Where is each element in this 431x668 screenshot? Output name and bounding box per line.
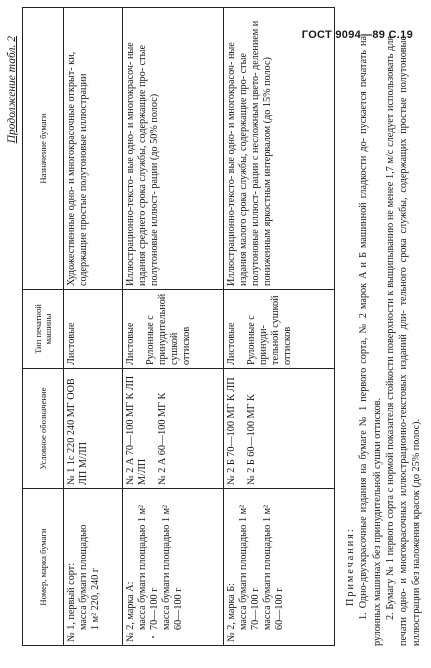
cell-press-type — [224, 290, 335, 369]
col-header-purpose: Назначение бумаги — [23, 8, 64, 290]
paper-mass-line: масса бумаги площадью 1 м² — [261, 504, 273, 630]
paper-mass-line: масса бумаги площадью 1 м² — [237, 504, 249, 630]
designation-line: № 2 Б 70—100 МГ К ЛП — [226, 377, 237, 485]
note-item: 2. Бумагу № 1 первого сорта с нормой показателя стойкости поверхности к выщипыванию не менее 1,7 м/с следует использовать для печати одно- и многокрасочных иллюстрационно-текстовых изданий дли- тельного срока службы, содержащих простые полутоновые иллюстрации без наложения красок (до 25% полос). — [384, 36, 423, 646]
table-row — [64, 8, 123, 646]
cell-name — [64, 489, 123, 646]
col-header-press-type: Тип печатной машины — [23, 290, 64, 369]
cell-press-type: Листовые — [64, 290, 123, 369]
page-header: ГОСТ 9094—89 С.19 — [301, 29, 413, 41]
table-notes — [344, 36, 424, 646]
cell-designation — [123, 369, 224, 489]
col-header-designation: Условное обозначение — [23, 369, 64, 489]
paper-mass-line: 1 м² 220, 240 г — [89, 567, 101, 630]
table-header-row — [23, 8, 64, 646]
designation-line: № 2 Б 60—100 МГ К — [245, 394, 257, 485]
cell-designation — [64, 369, 123, 489]
table-continuation-label: Продолжение табл. 2 — [6, 36, 18, 144]
paper-name: № 1, первый сорт: — [66, 562, 77, 642]
designation-line: № 1 1с 220 240 МГ ООВ ЛП М/ЛП — [66, 378, 89, 485]
paper-mass-line: 70—100 г — [249, 587, 261, 630]
table-row — [224, 8, 335, 646]
paper-mass-line: масса бумаги площадью 1 м² — [160, 504, 172, 630]
col-header-name: Номер, марка бумаги — [23, 489, 64, 646]
press-type-line: Рулонные с принудительной сушкой оттисков — [144, 293, 192, 365]
cell-purpose: Иллюстрационно-тексто- вые одно- и многокрасоч- ные издания малого срока службы, содержащие про- стые полутоновые иллюст- рации с несложным цвето- делением и пониженным яркостным интервалом (до 15% полос) — [224, 8, 335, 290]
cell-purpose: Художественные одно- и многокрасочные открыт- ки, содержащие простые полутоновые иллюстрации — [64, 8, 123, 290]
notes-title: Примечания: — [345, 527, 356, 606]
cell-purpose: Иллюстрационно-тексто- вые одно- и многокрасоч- ные издания среднего срока службы, содержащие про- стые полутоновые иллюст- рации (до 50% полос) — [123, 8, 224, 290]
table-row — [123, 8, 224, 646]
press-type-line: Листовые — [125, 322, 136, 365]
scan-speck — [152, 636, 154, 638]
cell-designation — [224, 369, 335, 489]
designation-line: № 2 А 70—100 МГ К ЛП М/ЛП — [125, 375, 148, 485]
press-type-line: Листовые — [226, 322, 237, 365]
cell-press-type — [123, 290, 224, 369]
press-type-line: Рулонные с принуди- тельной сушкой оттисков — [245, 295, 293, 365]
paper-mass-line: 70—100 г — [148, 587, 160, 630]
note-item: 1. Одно-двухкрасочные издания на бумаге № 1 первого сорта, № 2 марок А и Б машинной гладкости до- пускается печатать на рулонных машинах без принудительной сушки оттисков. — [358, 36, 383, 646]
cell-name — [123, 489, 224, 646]
paper-name: № 2, марка Б: — [226, 583, 237, 642]
paper-name: № 2, марка А: — [125, 581, 136, 642]
paper-mass-line: масса бумаги площадью 1 м² — [136, 504, 148, 630]
paper-mass-line: масса бумаги площадью — [77, 524, 89, 630]
designation-line: № 2 А 60—100 МГ К — [156, 392, 168, 485]
cell-name — [224, 489, 335, 646]
paper-mass-line: 60—100 г — [172, 587, 184, 630]
paper-table — [22, 7, 335, 646]
paper-mass-line: 60—100 г — [273, 587, 285, 630]
